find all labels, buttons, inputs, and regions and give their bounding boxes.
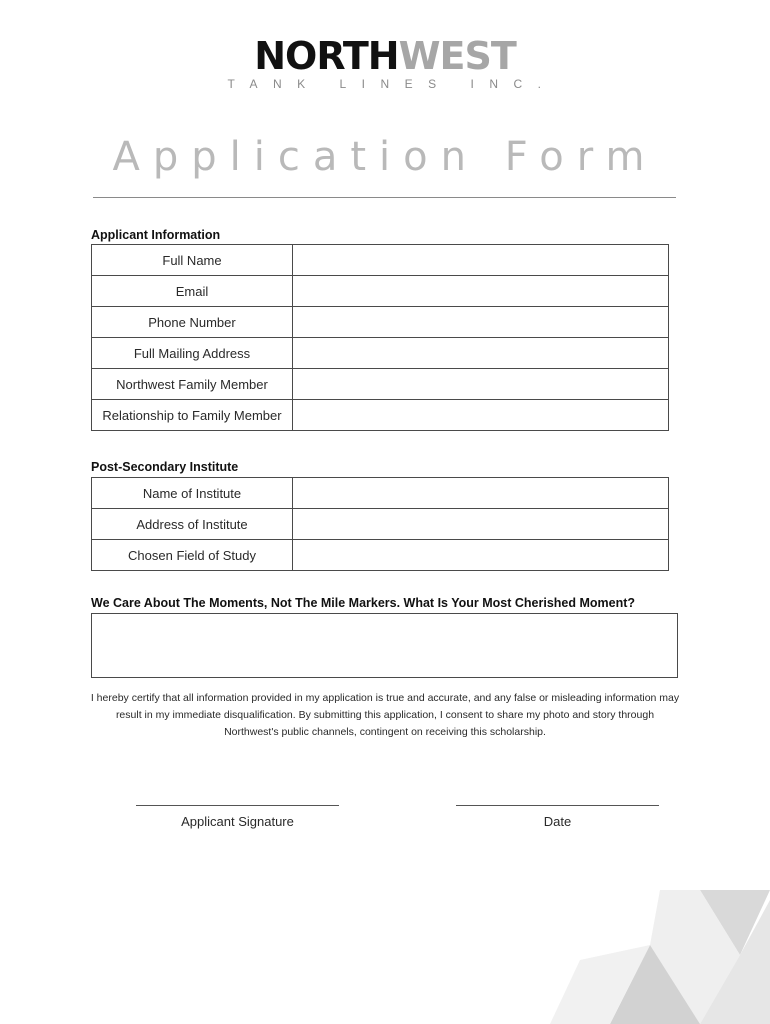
table-row	[92, 276, 669, 307]
email-field[interactable]	[293, 276, 669, 307]
field-label: Relationship to Family Member	[92, 400, 293, 431]
cherished-moment-answer-box[interactable]	[91, 613, 678, 678]
field-of-study-field[interactable]	[293, 540, 669, 571]
logo-north-text: NORTH	[254, 34, 399, 78]
institute-info-table	[91, 477, 669, 571]
field-label: Name of Institute	[92, 478, 293, 509]
field-label: Phone Number	[92, 307, 293, 338]
date-label: Date	[543, 814, 572, 829]
logo-subtitle: TANK LINES INC.	[227, 77, 557, 91]
institute-address-field[interactable]	[293, 509, 669, 540]
applicant-signature-line[interactable]	[136, 805, 339, 806]
logo-west-text: WEST	[398, 34, 516, 78]
institute-name-field[interactable]	[293, 478, 669, 509]
table-row	[92, 478, 669, 509]
certification-statement: I hereby certify that all information provided in my application is true and accurate, and any false or misleading information may result in my immediate disqualification. By submitting this application, I consent to share my photo and story through Northwest's public channels, contingent on receiving this scholarship.	[90, 692, 680, 738]
table-row	[92, 245, 669, 276]
applicant-section-heading: Applicant Information	[91, 228, 221, 242]
table-row	[92, 509, 669, 540]
applicant-info-table	[91, 244, 669, 431]
phone-number-field[interactable]	[293, 307, 669, 338]
logo-wordmark	[0, 36, 770, 76]
table-row	[92, 400, 669, 431]
family-member-field[interactable]	[293, 369, 669, 400]
table-row	[92, 540, 669, 571]
moment-question-heading: We Care About The Moments, Not The Mile Markers. What Is Your Most Cherished Moment?	[91, 596, 636, 610]
applicant-signature-label: Applicant Signature	[181, 814, 294, 829]
field-label: Full Mailing Address	[92, 338, 293, 369]
field-label: Chosen Field of Study	[92, 540, 293, 571]
decorative-triangle	[650, 890, 740, 1024]
full-name-field[interactable]	[293, 245, 669, 276]
field-label: Email	[92, 276, 293, 307]
mailing-address-field[interactable]	[293, 338, 669, 369]
form-title: Application Form	[112, 134, 658, 180]
field-label: Northwest Family Member	[92, 369, 293, 400]
decorative-triangle	[700, 890, 770, 955]
table-row	[92, 369, 669, 400]
title-divider	[93, 197, 676, 198]
table-row	[92, 338, 669, 369]
date-line[interactable]	[456, 805, 659, 806]
relationship-field[interactable]	[293, 400, 669, 431]
decorative-triangle	[550, 945, 650, 1024]
company-logo	[0, 36, 770, 91]
decorative-triangle	[610, 945, 700, 1024]
field-label: Address of Institute	[92, 509, 293, 540]
field-label: Full Name	[92, 245, 293, 276]
decorative-triangle	[700, 900, 770, 1024]
institute-section-heading: Post-Secondary Institute	[91, 460, 239, 474]
table-row	[92, 307, 669, 338]
